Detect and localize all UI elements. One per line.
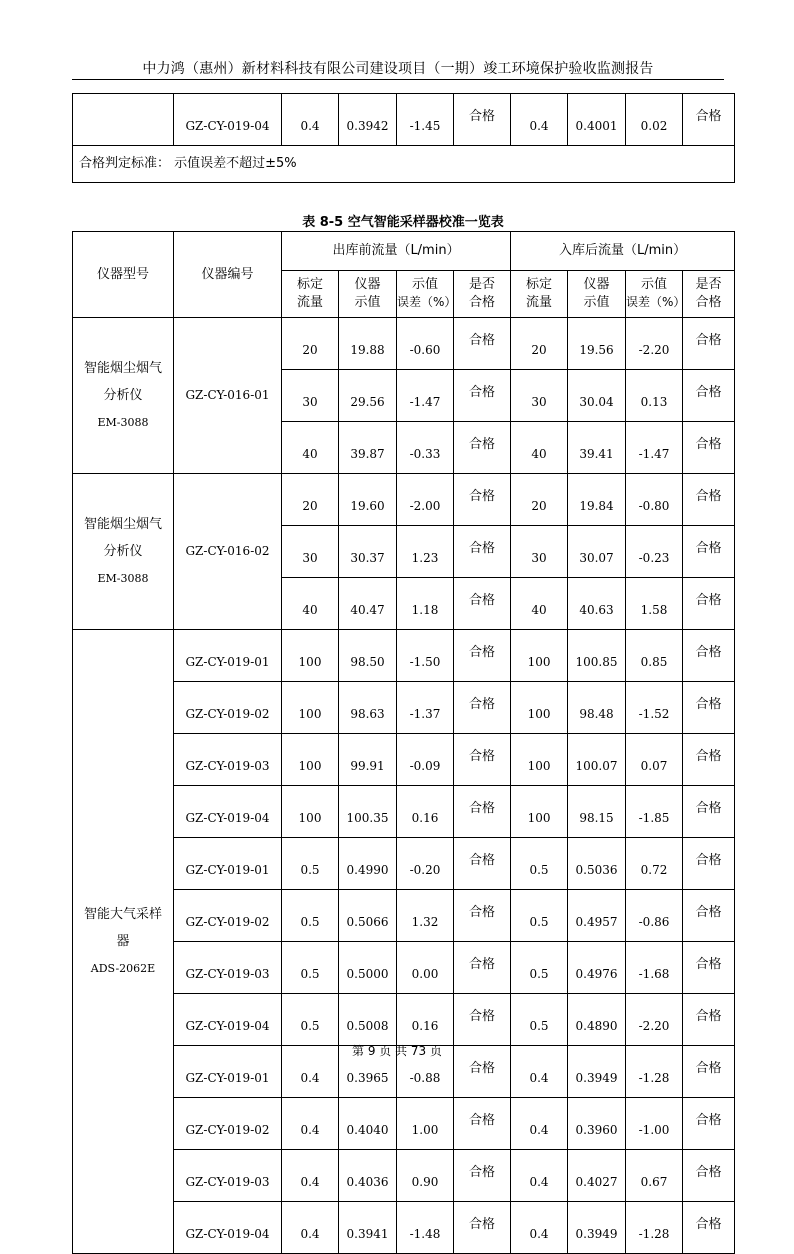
instrument-code-cell: GZ-CY-016-02 [174, 474, 282, 630]
instrument-code-cell: GZ-CY-019-01 [174, 1046, 282, 1098]
reading-before-cell: 98.50 [339, 630, 397, 682]
std-flow-before-cell: 100 [282, 786, 339, 838]
pass-before-cell: 合格 [454, 1150, 511, 1202]
error-after-cell: -1.85 [626, 786, 683, 838]
instrument-model-code: ADS-2062E [90, 962, 156, 975]
error-before-cell: 1.32 [397, 890, 454, 942]
std-flow-after-cell: 100 [511, 734, 568, 786]
std-flow-before-cell: 0.4 [282, 1046, 339, 1098]
std-flow-before-cell: 100 [282, 682, 339, 734]
std-flow-after-cell: 100 [511, 630, 568, 682]
pass-before-cell: 合格 [454, 1098, 511, 1150]
error-after-cell: 0.67 [626, 1150, 683, 1202]
pass-after-cell: 合格 [683, 318, 735, 370]
pass-after-cell: 合格 [683, 1098, 735, 1150]
header-instrument-reading: 仪器 示值 [568, 271, 626, 318]
pass-after-cell: 合格 [683, 1202, 735, 1254]
instrument-model-cell [73, 318, 174, 474]
std-flow-after-cell: 0.4 [511, 1150, 568, 1202]
reading-before-cell: 29.56 [339, 370, 397, 422]
error-after-cell: -1.28 [626, 1202, 683, 1254]
header-instrument-reading: 仪器 示值 [339, 271, 397, 318]
std-flow-before-cell: 0.4 [282, 1098, 339, 1150]
reading-after-cell: 98.48 [568, 682, 626, 734]
reading-before-cell: 0.3942 [339, 94, 397, 146]
error-after-cell: -2.20 [626, 318, 683, 370]
instrument-code-cell: GZ-CY-016-01 [174, 318, 282, 474]
reading-after-cell: 98.15 [568, 786, 626, 838]
table-caption: 表 8-5 空气智能采样器校准一览表 [302, 215, 504, 230]
reading-before-cell: 0.5066 [339, 890, 397, 942]
header-divider [72, 79, 724, 80]
reading-before-cell: 19.60 [339, 474, 397, 526]
std-flow-after-cell: 0.5 [511, 994, 568, 1046]
pass-after-cell: 合格 [683, 474, 735, 526]
reading-after-cell: 0.4957 [568, 890, 626, 942]
error-before-cell: -1.50 [397, 630, 454, 682]
pass-after-cell: 合格 [683, 526, 735, 578]
error-after-cell: -1.52 [626, 682, 683, 734]
error-before-cell: 0.90 [397, 1150, 454, 1202]
error-before-cell: 0.00 [397, 942, 454, 994]
header-pass: 是否 合格 [683, 271, 735, 318]
std-flow-before-cell: 100 [282, 630, 339, 682]
header-error: 示值 误差（%） [397, 271, 454, 318]
pass-after-cell: 合格 [683, 370, 735, 422]
reading-after-cell: 39.41 [568, 422, 626, 474]
std-flow-before-cell: 30 [282, 370, 339, 422]
reading-before-cell: 99.91 [339, 734, 397, 786]
table-body [73, 318, 735, 1254]
std-flow-after-cell: 0.4 [511, 1202, 568, 1254]
pass-before-cell: 合格 [454, 890, 511, 942]
report-header-title: 中力鸿（惠州）新材料科技有限公司建设项目（一期）竣工环境保护验收监测报告 [142, 61, 654, 77]
continued-calibration-table [72, 93, 735, 183]
pass-before-cell: 合格 [454, 94, 511, 146]
instrument-name-line2: 器 [116, 934, 130, 949]
pass-after-cell: 合格 [683, 786, 735, 838]
std-flow-after-cell: 0.4 [511, 1046, 568, 1098]
pass-before-cell: 合格 [454, 734, 511, 786]
reading-before-cell: 100.35 [339, 786, 397, 838]
error-after-cell: -1.00 [626, 1098, 683, 1150]
std-flow-after-cell: 0.5 [511, 838, 568, 890]
std-flow-before-cell: 100 [282, 734, 339, 786]
reading-after-cell: 0.3949 [568, 1046, 626, 1098]
pass-after-cell: 合格 [683, 630, 735, 682]
instrument-code-cell: GZ-CY-019-04 [174, 1202, 282, 1254]
std-flow-before-cell: 0.5 [282, 838, 339, 890]
std-flow-before-cell: 0.4 [282, 1202, 339, 1254]
reading-before-cell: 0.5000 [339, 942, 397, 994]
error-after-cell: -0.23 [626, 526, 683, 578]
reading-before-cell: 0.4990 [339, 838, 397, 890]
error-after-cell: -0.86 [626, 890, 683, 942]
instrument-code-cell: GZ-CY-019-03 [174, 734, 282, 786]
reading-after-cell: 19.84 [568, 474, 626, 526]
reading-after-cell: 0.4890 [568, 994, 626, 1046]
instrument-name-line1: 智能烟尘烟气 [83, 361, 162, 376]
header-instrument-number: 仪器编号 [174, 232, 282, 318]
reading-before-cell: 0.3965 [339, 1046, 397, 1098]
pass-before-cell: 合格 [454, 318, 511, 370]
instrument-code-cell: GZ-CY-019-04 [174, 994, 282, 1046]
error-before-cell: -0.20 [397, 838, 454, 890]
pass-after-cell: 合格 [683, 1046, 735, 1098]
pass-after-cell: 合格 [683, 94, 735, 146]
error-after-cell: -1.28 [626, 1046, 683, 1098]
error-after-cell: -2.20 [626, 994, 683, 1046]
instrument-code-cell: GZ-CY-019-04 [174, 786, 282, 838]
error-before-cell: -1.37 [397, 682, 454, 734]
reading-after-cell: 0.4001 [568, 94, 626, 146]
instrument-model-cell [73, 94, 174, 146]
reading-after-cell: 0.4976 [568, 942, 626, 994]
error-before-cell: 1.23 [397, 526, 454, 578]
pass-criterion-text: 合格判定标准： 示值误差不超过±5% [73, 146, 735, 183]
pass-after-cell: 合格 [683, 890, 735, 942]
header-before-flow: 出库前流量（L/min） [282, 232, 511, 271]
error-before-cell: -2.00 [397, 474, 454, 526]
criterion-row [73, 146, 735, 183]
instrument-code-cell: GZ-CY-019-04 [174, 94, 282, 146]
header-after-flow: 入库后流量（L/min） [511, 232, 735, 271]
std-flow-after-cell: 30 [511, 370, 568, 422]
pass-after-cell: 合格 [683, 682, 735, 734]
reading-after-cell: 19.56 [568, 318, 626, 370]
error-before-cell: 1.00 [397, 1098, 454, 1150]
pass-before-cell: 合格 [454, 578, 511, 630]
instrument-code-cell: GZ-CY-019-02 [174, 682, 282, 734]
error-after-cell: 0.07 [626, 734, 683, 786]
std-flow-before-cell: 20 [282, 318, 339, 370]
std-flow-after-cell: 0.4 [511, 94, 568, 146]
error-after-cell: -1.68 [626, 942, 683, 994]
error-before-cell: 1.18 [397, 578, 454, 630]
instrument-name-line2: 分析仪 [103, 544, 143, 559]
std-flow-after-cell: 40 [511, 578, 568, 630]
error-before-cell: -1.45 [397, 94, 454, 146]
header-row [73, 232, 735, 271]
std-flow-before-cell: 0.4 [282, 1150, 339, 1202]
reading-before-cell: 0.4040 [339, 1098, 397, 1150]
instrument-name-line2: 分析仪 [103, 388, 143, 403]
instrument-code-cell: GZ-CY-019-03 [174, 942, 282, 994]
std-flow-after-cell: 20 [511, 474, 568, 526]
instrument-code-cell: GZ-CY-019-02 [174, 1098, 282, 1150]
std-flow-after-cell: 0.4 [511, 1098, 568, 1150]
std-flow-before-cell: 20 [282, 474, 339, 526]
instrument-model-code: EM-3088 [97, 572, 149, 585]
pass-after-cell: 合格 [683, 422, 735, 474]
header-std-flow: 标定 流量 [511, 271, 568, 318]
std-flow-before-cell: 30 [282, 526, 339, 578]
error-before-cell: -0.33 [397, 422, 454, 474]
header-pass: 是否 合格 [454, 271, 511, 318]
std-flow-after-cell: 30 [511, 526, 568, 578]
reading-before-cell: 19.88 [339, 318, 397, 370]
error-after-cell: -0.80 [626, 474, 683, 526]
error-after-cell: 0.02 [626, 94, 683, 146]
std-flow-before-cell: 40 [282, 422, 339, 474]
instrument-code-cell: GZ-CY-019-01 [174, 630, 282, 682]
error-before-cell: -1.48 [397, 1202, 454, 1254]
std-flow-after-cell: 0.5 [511, 942, 568, 994]
calibration-table [72, 231, 735, 1254]
page-number: 第 9 页 共 73 页 [352, 1044, 442, 1058]
instrument-model-cell [73, 630, 174, 1254]
pass-before-cell: 合格 [454, 1046, 511, 1098]
header-instrument-model: 仪器型号 [73, 232, 174, 318]
error-before-cell: 0.16 [397, 994, 454, 1046]
instrument-name-line1: 智能烟尘烟气 [83, 517, 162, 532]
pass-after-cell: 合格 [683, 994, 735, 1046]
pass-after-cell: 合格 [683, 942, 735, 994]
pass-before-cell: 合格 [454, 422, 511, 474]
pass-after-cell: 合格 [683, 734, 735, 786]
reading-after-cell: 0.3960 [568, 1098, 626, 1150]
error-after-cell: -1.47 [626, 422, 683, 474]
std-flow-after-cell: 100 [511, 786, 568, 838]
pass-before-cell: 合格 [454, 838, 511, 890]
table-row [73, 318, 735, 370]
reading-after-cell: 40.63 [568, 578, 626, 630]
reading-after-cell: 0.3949 [568, 1202, 626, 1254]
reading-after-cell: 30.04 [568, 370, 626, 422]
std-flow-before-cell: 0.4 [282, 94, 339, 146]
reading-after-cell: 100.07 [568, 734, 626, 786]
error-before-cell: -0.60 [397, 318, 454, 370]
error-before-cell: -1.47 [397, 370, 454, 422]
table-row [73, 474, 735, 526]
error-before-cell: 0.16 [397, 786, 454, 838]
std-flow-before-cell: 0.5 [282, 994, 339, 1046]
std-flow-after-cell: 20 [511, 318, 568, 370]
table-row [73, 630, 735, 682]
reading-before-cell: 39.87 [339, 422, 397, 474]
pass-before-cell: 合格 [454, 994, 511, 1046]
instrument-model-code: EM-3088 [97, 416, 149, 429]
header-std-flow: 标定 流量 [282, 271, 339, 318]
error-after-cell: 0.72 [626, 838, 683, 890]
instrument-code-cell: GZ-CY-019-03 [174, 1150, 282, 1202]
instrument-model-cell [73, 474, 174, 630]
reading-after-cell: 0.5036 [568, 838, 626, 890]
error-after-cell: 0.13 [626, 370, 683, 422]
reading-before-cell: 0.3941 [339, 1202, 397, 1254]
pass-before-cell: 合格 [454, 786, 511, 838]
reading-after-cell: 30.07 [568, 526, 626, 578]
header-error: 示值 误差（%） [626, 271, 683, 318]
reading-before-cell: 98.63 [339, 682, 397, 734]
pass-before-cell: 合格 [454, 474, 511, 526]
std-flow-after-cell: 0.5 [511, 890, 568, 942]
std-flow-before-cell: 40 [282, 578, 339, 630]
reading-before-cell: 0.4036 [339, 1150, 397, 1202]
error-before-cell: -0.09 [397, 734, 454, 786]
std-flow-after-cell: 100 [511, 682, 568, 734]
reading-after-cell: 0.4027 [568, 1150, 626, 1202]
reading-after-cell: 100.85 [568, 630, 626, 682]
error-after-cell: 1.58 [626, 578, 683, 630]
reading-before-cell: 40.47 [339, 578, 397, 630]
pass-before-cell: 合格 [454, 630, 511, 682]
pass-before-cell: 合格 [454, 526, 511, 578]
pass-after-cell: 合格 [683, 1150, 735, 1202]
std-flow-before-cell: 0.5 [282, 890, 339, 942]
pass-before-cell: 合格 [454, 682, 511, 734]
instrument-code-cell: GZ-CY-019-02 [174, 890, 282, 942]
error-after-cell: 0.85 [626, 630, 683, 682]
reading-before-cell: 0.5008 [339, 994, 397, 1046]
reading-before-cell: 30.37 [339, 526, 397, 578]
pass-after-cell: 合格 [683, 838, 735, 890]
pass-before-cell: 合格 [454, 370, 511, 422]
error-before-cell: -0.88 [397, 1046, 454, 1098]
table-row [73, 94, 735, 146]
std-flow-before-cell: 0.5 [282, 942, 339, 994]
instrument-code-cell: GZ-CY-019-01 [174, 838, 282, 890]
pass-before-cell: 合格 [454, 1202, 511, 1254]
instrument-name-line1: 智能大气采样 [83, 907, 162, 922]
pass-after-cell: 合格 [683, 578, 735, 630]
pass-before-cell: 合格 [454, 942, 511, 994]
std-flow-after-cell: 40 [511, 422, 568, 474]
